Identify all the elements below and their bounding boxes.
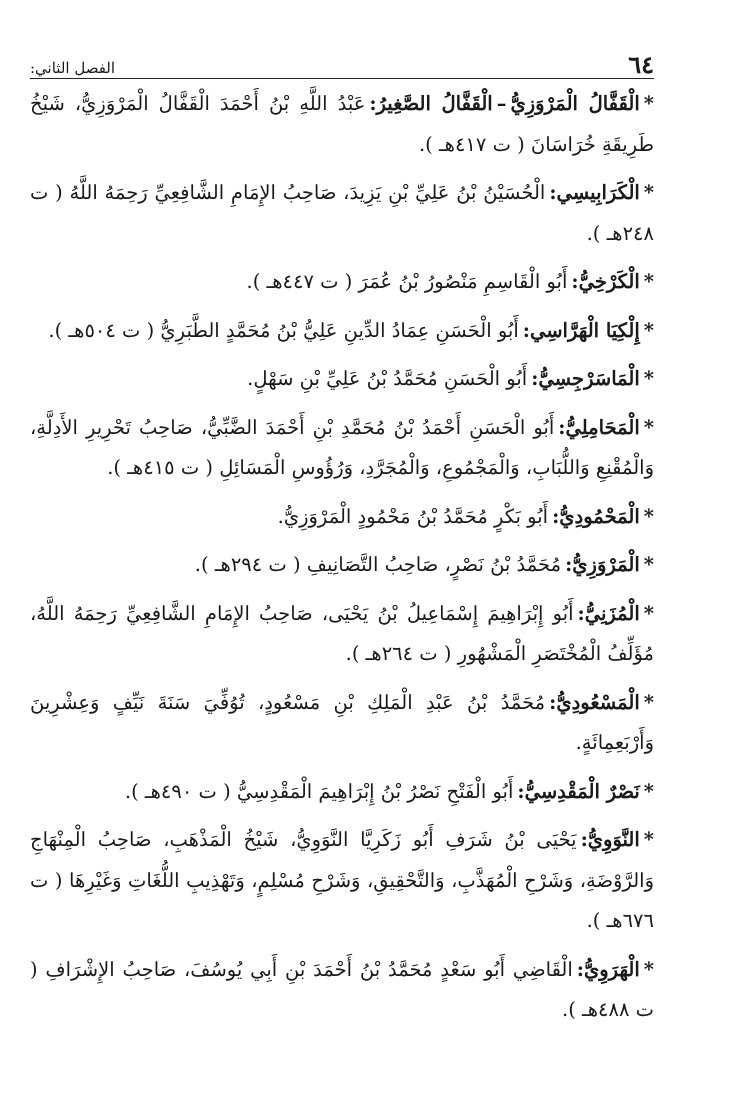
page-header [30,44,654,78]
entry-text: أَبُو إِبْرَاهِيمَ إِسْمَاعِيلُ بْنُ يَحْيَى، صَاحِبُ الإِمَامِ الشَّافِعِيِّ رَحِمَهُ اللَّهُ، مُؤَلِّفُ الْمُخْتَصَرِ الْمَشْهُورِ ( ت ٢٦٤هـ ). [30,601,654,665]
term-colon: : [552,504,560,528]
term-colon: : [571,270,579,293]
term-colon: : [577,601,585,625]
glossary-entry [30,950,654,1031]
term-colon: : [549,690,557,714]
entry-term: نَصْرٌ الْمَقْدِسِيُّ [524,779,640,803]
glossary-entry [30,173,654,254]
entry-text: يَحْيَى بْنُ شَرَفِ أَبُو زَكَرِيَّا النَّوَوِيُّ، شَيْخُ الْمَذْهَبِ، صَاحِبُ الْمِنْهَاجِ وَالرَّوْضَةِ، وَشَرْحِ الْمُهَذَّبِ، وَالتَّحْقِيقِ، وَشَرْحِ مُسْلِمٍ، وَتَهْذِيبِ اللُّغَاتِ وَغَيْرِهَا ( ت ٦٧٦هـ ). [30,828,654,932]
term-colon: : [565,553,573,576]
glossary-entry [30,84,654,165]
entry-term: النَّوَوِيُّ [587,828,640,851]
bullet-star: * [643,553,654,576]
term-colon: : [517,779,525,803]
bullet-star: * [643,957,654,981]
bullet-star: * [643,601,654,625]
term-colon: : [369,92,377,115]
page-number: ٦٤ [628,50,654,79]
entry-term: الْمَحْمُودِيُّ [559,504,640,528]
entry-text: أَبُو الْحَسَنِ أَحْمَدُ بْنُ مُحَمَّدِ بْنِ أَحْمَدَ الضَّبِّيُّ، صَاحِبُ تَحْرِيرِ الأَدِلَّةِ، وَالْمُقْنِعِ وَاللُّبَابِ، وَالْمَجْمُوعِ، وَالْمُجَرَّدِ، وَرُؤُوسِ الْمَسَائِلِ ( ت ٤١٥هـ ). [30,415,654,479]
entry-term: الْمَاسَرْجِسِيُّ [538,367,640,390]
term-colon: : [549,181,557,204]
entry-text: أَبُو الْحَسَنِ عِمَادُ الدِّينِ عَلِيُّ بْنُ مُحَمَّدٍ الطَّبَرِيُّ ( ت ٥٠٤هـ ). [48,318,519,342]
bullet-star: * [643,318,654,342]
term-colon: : [531,367,539,390]
term-colon: : [576,957,584,981]
entry-text: أَبُو الْقَاسِمِ مَنْصُورُ بْنُ عُمَرَ ( ت ٤٤٧هـ ). [246,270,568,293]
glossary-entry [30,311,654,352]
glossary-entry [30,772,654,813]
entry-term: الْقَفَّالُ الْمَرْوَزِيُّ [510,92,640,115]
glossary-entry [30,497,654,538]
bullet-star: * [643,504,654,528]
entry-term: الْمُزَنِيُّ [584,601,640,625]
entry-term: إِلْكِيَا الْهَرَّاسِي [529,318,640,342]
glossary-entry [30,359,654,400]
bullet-star: * [643,690,654,714]
term-colon: : [580,828,588,851]
glossary-entry [30,683,654,764]
entry-text: مُحَمَّدُ بْنُ عَبْدِ الْمَلِكِ بْنِ مَسْعُودٍ، تُوُفِّيَ سَنَةَ نَيِّفٍ وَعِشْرِينَ وَأَرْبَعِمِائَةٍ. [30,690,654,754]
bullet-star: * [643,367,654,390]
bullet-star: * [643,270,654,293]
entry-term: الْهَرَوِيُّ [584,957,640,981]
term-separator: – [496,92,507,115]
bullet-star: * [643,181,654,204]
entry-text: عَبْدُ اللَّهِ بْنُ أَحْمَدَ الْقَفَّالُ الْمَرْوَزِيُّ، شَيْخُ طَرِيقَةِ خُرَاسَانَ ( ت ٤١٧هـ ). [30,92,654,156]
glossary-entry [30,545,654,586]
glossary-entry [30,820,654,942]
entry-term: الْمَرْوَزِيُّ [572,553,640,576]
glossary-entry [30,408,654,489]
term-colon: : [522,318,530,342]
bullet-star: * [643,92,654,115]
entry-term: الْمَحَامِلِيُّ [565,415,640,439]
glossary-entry [30,594,654,675]
entry-text: أَبُو الْحَسَنِ مُحَمَّدُ بْنُ عَلِيِّ بْنِ سَهْلٍ. [247,367,528,390]
bullet-star: * [643,828,654,851]
chapter-title: الفصل الثاني: [30,59,116,77]
entry-term: الْكَرْخِيُّ [578,270,640,293]
entry-term-alt: الْقَفَّالُ الصَّغِيرُ [376,92,493,115]
entry-text: أَبُو الْفَتْحِ نَصْرُ بْنُ إِبْرَاهِيمَ الْمَقْدِسِيُّ ( ت ٤٩٠هـ ). [124,779,514,803]
glossary-entry [30,262,654,303]
entry-text: مُحَمَّدُ بْنُ نَصْرٍ، صَاحِبُ التَّصَانِيفِ ( ت ٢٩٤هـ ). [194,553,562,576]
bullet-star: * [643,415,654,439]
glossary-entries [30,84,654,1039]
entry-text: الْحُسَيْنُ بْنُ عَلِيِّ بْنِ يَزِيدَ، صَاحِبُ الإِمَامِ الشَّافِعِيِّ رَحِمَهُ اللَّهُ ( ت ٢٤٨هـ ). [30,181,654,245]
entry-term: الْمَسْعُودِيُّ [556,690,640,714]
entry-text: الْقَاضِي أَبُو سَعْدٍ مُحَمَّدُ بْنُ أَحْمَدَ بْنِ أَبِي يُوسُفَ، صَاحِبُ الإِشْرَافِ ( ت ٤٨٨هـ ). [30,957,654,1021]
bullet-star: * [643,779,654,803]
header-rule [30,78,654,79]
term-colon: : [558,415,566,439]
entry-term: الْكَرَابِيسِي [556,181,640,204]
entry-text: أَبُو بَكْرٍ مُحَمَّدُ بْنُ مَحْمُودٍ الْمَرْوَزِيُّ. [277,504,549,528]
